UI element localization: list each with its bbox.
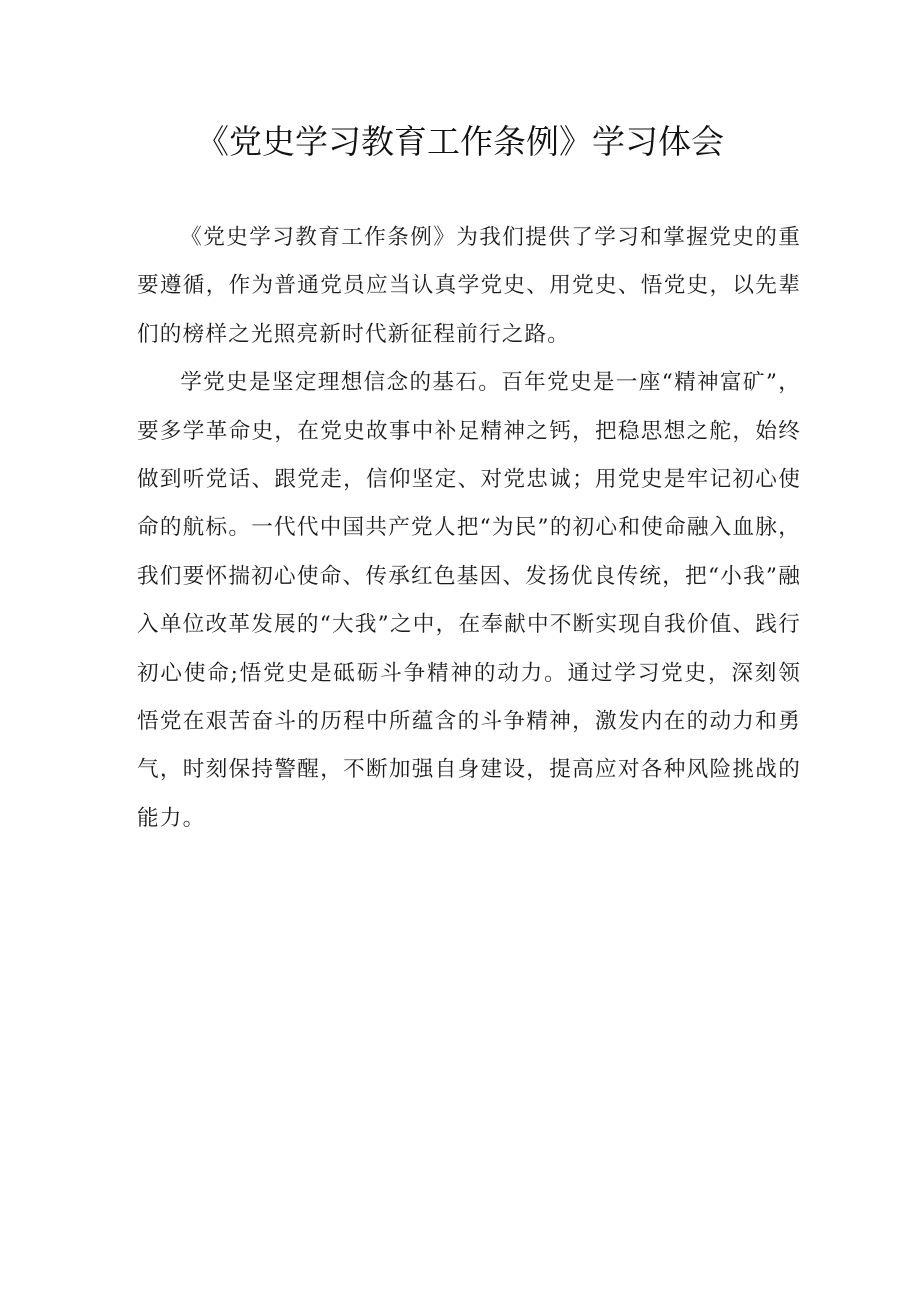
document-title: 《党史学习教育工作条例》学习体会 xyxy=(196,122,724,161)
paragraph-main: 学党史是坚定理想信念的基石。百年党史是一座“精神富矿”，要多学革命史，在党史故事中补足精神之钙，把稳思想之舵，始终做到听党话、跟党走，信仰坚定、对党忠诚；用党史是牢记初心使命的航标。一代代中国共产党人把“为民”的初心和使命融入血脉，我们要怀揣初心使命、传承红色基因、发扬优良传统，把“小我”融入单位改革发展的“大我”之中，在奉献中不断实现自我价值、践行初心使命;悟党史是砥砺斗争精神的动力。通过学习党史，深刻领悟党在艰苦奋斗的历程中所蕴含的斗争精神，激发内在的动力和勇气，时刻保持警醒，不断加强自身建设，提高应对各种风险挑战的能力。 xyxy=(137,370,801,831)
document-body xyxy=(137,214,801,843)
paragraph-intro: 《党史学习教育工作条例》为我们提供了学习和掌握党史的重要遵循，作为普通党员应当认真学党史、用党史、悟党史，以先辈们的榜样之光照亮新时代新征程前行之路。 xyxy=(137,225,801,347)
